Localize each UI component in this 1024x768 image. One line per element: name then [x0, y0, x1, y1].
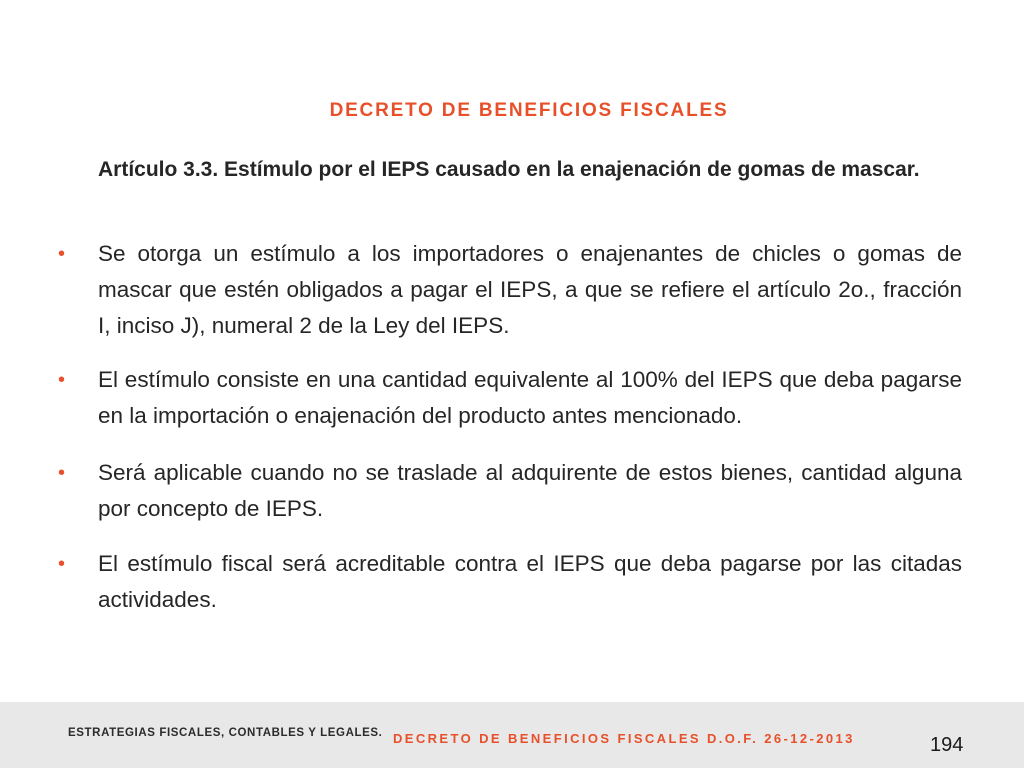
bullet-icon: •: [58, 553, 66, 575]
footer-decree-reference: DECRETO DE BENEFICIOS FISCALES D.O.F. 26-12-2013: [393, 731, 855, 746]
bullet-icon: •: [58, 462, 66, 484]
slide-title: DECRETO DE BENEFICIOS FISCALES: [329, 100, 729, 121]
footer-organization: ESTRATEGIAS FISCALES, CONTABLES Y LEGALES.: [68, 727, 383, 739]
bullet-item: [58, 362, 962, 434]
footer: [0, 702, 1024, 768]
bullet-item: [58, 455, 962, 527]
bullet-text: El estímulo consiste en una cantidad equivalente al 100% del IEPS que deba pagarse en la importación o enajenación del producto antes mencionado.: [98, 367, 962, 428]
article-heading: Artículo 3.3. Estímulo por el IEPS causado en la enajenación de gomas de mascar.: [98, 158, 920, 181]
bullet-text: Será aplicable cuando no se traslade al adquirente de estos bienes, cantidad alguna por concepto de IEPS.: [98, 460, 962, 521]
page-number: 194: [930, 734, 964, 756]
bullet-icon: •: [58, 369, 66, 391]
bullet-item: [58, 236, 962, 344]
bullet-icon: •: [58, 243, 66, 265]
bullet-item: [58, 546, 962, 618]
bullet-list: [58, 236, 962, 636]
bullet-text: El estímulo fiscal será acreditable contra el IEPS que deba pagarse por las citadas actividades.: [98, 551, 962, 612]
bullet-text: Se otorga un estímulo a los importadores o enajenantes de chicles o gomas de mascar que estén obligados a pagar el IEPS, a que se refiere el artículo 2o., fracción I, inciso J), numeral 2 de la Ley del IEPS.: [98, 241, 962, 338]
